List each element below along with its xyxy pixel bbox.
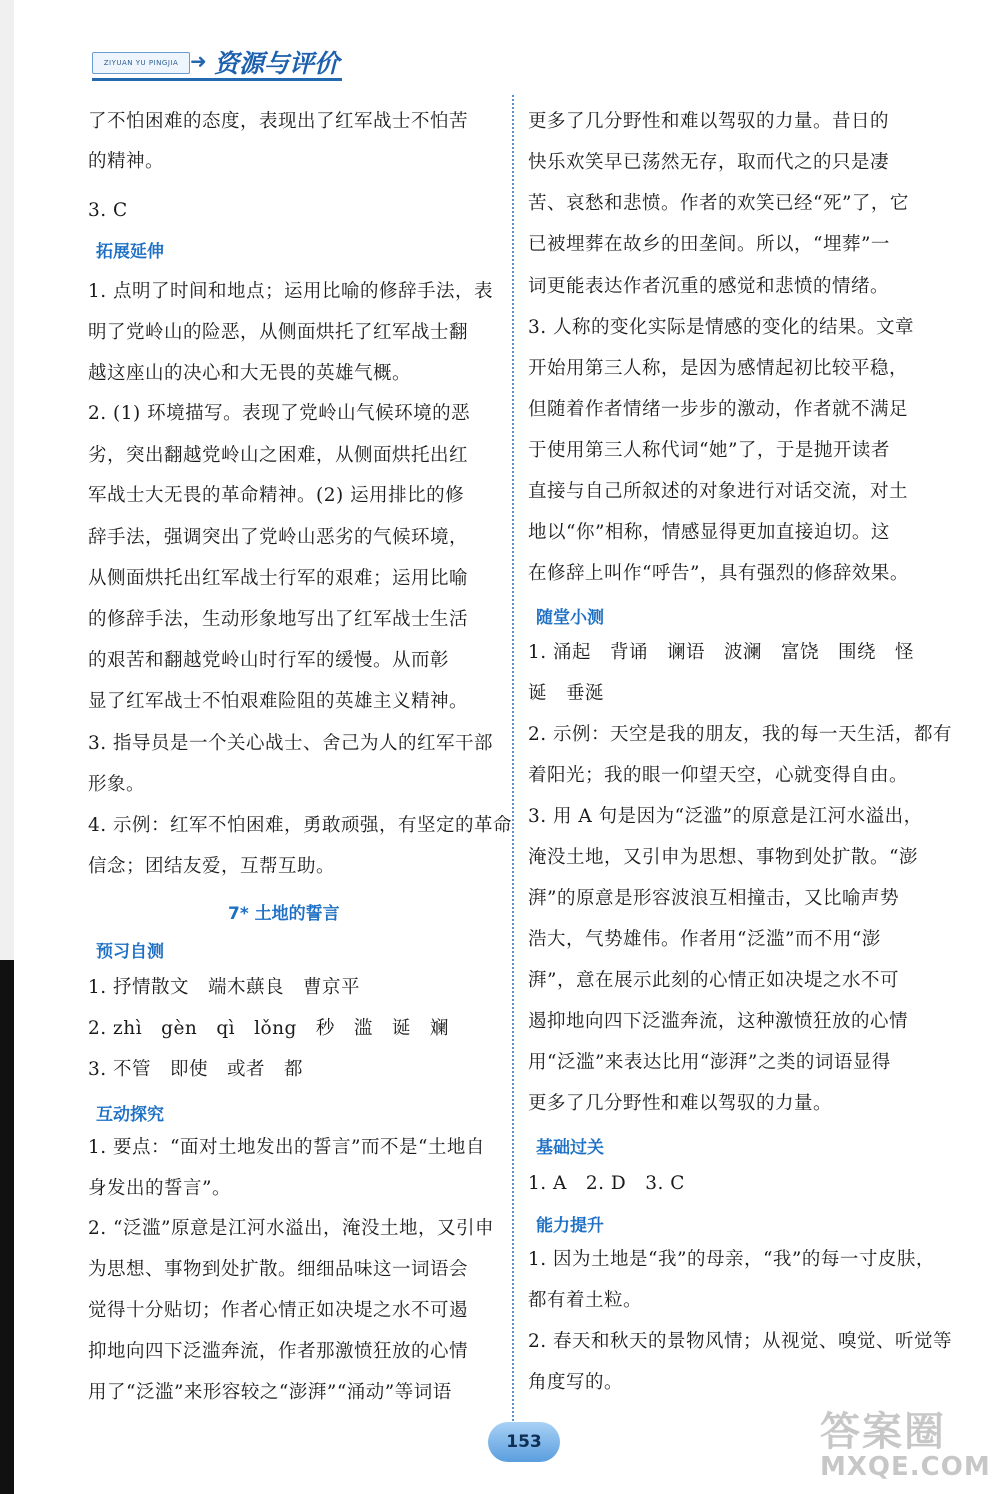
answer-line: 用了“泛滥”来形容较之“澎湃”“涌动”等词语	[88, 1382, 452, 1403]
answer-line: 2. (1) 环境描写。表现了党岭山气候环境的恶	[88, 403, 471, 424]
answer-line: 3. 用 A 句是因为“泛滥”的原意是江河水溢出，	[528, 806, 923, 827]
section-heading: 拓展延伸	[96, 242, 164, 262]
answer-line: 在修辞上叫作“呼告”，具有强烈的修辞效果。	[528, 563, 909, 584]
answer-line: 抑地向四下泛滥奔流，作者那激愤狂放的心情	[88, 1341, 469, 1362]
answer-line: 形象。	[88, 774, 146, 795]
answer-line: 军战士大无畏的革命精神。(2) 运用排比的修	[88, 485, 465, 506]
header-title: 资源与评价	[214, 49, 340, 78]
section-heading: 能力提升	[536, 1216, 604, 1236]
answer-line: 2. 春天和秋天的景物风情；从视觉、嗅觉、听觉等	[528, 1331, 953, 1352]
answer-line: 苦、哀愁和悲愤。作者的欢笑已经“死”了，它	[528, 193, 909, 214]
answer-line: 湃”，意在展示此刻的心情正如决堤之水不可	[528, 970, 899, 991]
answer-line: 为思想、事物到处扩散。细细品味这一词语会	[88, 1259, 469, 1280]
answer-line: 1. 点明了时间和地点；运用比喻的修辞手法，表	[88, 281, 494, 302]
answer-line: 词更能表达作者沉重的感觉和悲愤的情绪。	[528, 276, 890, 297]
answer-line: 3. 不管 即使 或者 都	[88, 1059, 304, 1080]
section-heading: 基础过关	[536, 1138, 604, 1158]
section-heading: 随堂小测	[536, 608, 604, 628]
answer-line: 1. 因为土地是“我”的母亲，“我”的每一寸皮肤，	[528, 1249, 935, 1270]
header-pinyin: ZIYUAN YU PINGJIA	[92, 52, 190, 74]
answer-line: 2. zhì gèn qì lǒng 秒 滥 诞 斓	[88, 1018, 449, 1039]
answer-line: 辞手法，强调突出了党岭山恶劣的气候环境，	[88, 527, 469, 548]
answer-line: 地以“你”相称，情感显得更加直接迫切。这	[528, 522, 890, 543]
header-rule	[92, 78, 342, 81]
answer-line: 都有着土粒。	[528, 1290, 643, 1311]
answer-line: 3. 指导员是一个关心战士、舍己为人的红军干部	[88, 733, 494, 754]
answer-line: 3. C	[88, 200, 128, 221]
answer-line: 3. 人称的变化实际是情感的变化的结果。文章	[528, 317, 915, 338]
answer-line: 了不怕困难的态度，表现出了红军战士不怕苦	[88, 111, 469, 132]
answer-line: 1. 抒情散文 端木蕻良 曹京平	[88, 977, 361, 998]
answer-line: 快乐欢笑早已荡然无存，取而代之的只是凄	[528, 152, 890, 173]
page-header	[92, 42, 352, 82]
answer-line: 信念；团结友爱，互帮互助。	[88, 856, 336, 877]
answer-line: 于使用第三人称代词“她”了，于是抛开读者	[528, 440, 890, 461]
answer-line: 湃”的原意是形容波浪互相撞击，又比喻声势	[528, 888, 899, 909]
scan-shadow	[0, 960, 14, 1494]
answer-line: 浩大，气势雄伟。作者用“泛滥”而不用“澎	[528, 929, 881, 950]
answer-line: 遏抑地向四下泛滥奔流，这种激愤狂放的心情	[528, 1011, 909, 1032]
answer-line: 2. 示例：天空是我的朋友，我的每一天生活，都有	[528, 724, 953, 745]
answer-line: 从侧面烘托出红军战士行军的艰难；运用比喻	[88, 568, 469, 589]
answer-line: 的精神。	[88, 151, 165, 172]
answer-line: 身发出的誓言”。	[88, 1178, 231, 1199]
answer-line: 已被埋葬在故乡的田垄间。所以，“埋葬”一	[528, 234, 890, 255]
watermark-url: MXQE.COM	[820, 1452, 991, 1482]
answer-line: 觉得十分贴切；作者心情正如决堤之水不可遏	[88, 1300, 469, 1321]
page-number: 153	[488, 1422, 560, 1462]
answer-line: 显了红军战士不怕艰难险阻的英雄主义精神。	[88, 691, 469, 712]
answer-line: 更多了几分野性和难以驾驭的力量。昔日的	[528, 111, 890, 132]
section-heading: 互动探究	[96, 1105, 164, 1125]
answer-line: 1. 涌起 背诵 谰语 波澜 富饶 围绕 怪	[528, 642, 915, 663]
answer-line: 但随着作者情绪一步步的激动，作者就不满足	[528, 399, 909, 420]
column-divider	[512, 95, 514, 1425]
answer-line: 4. 示例：红军不怕困难，勇敢顽强，有坚定的革命	[88, 815, 513, 836]
section-heading: 预习自测	[96, 942, 164, 962]
answer-line: 淹没土地，又引申为思想、事物到处扩散。“澎	[528, 847, 918, 868]
answer-line: 开始用第三人称，是因为感情起初比较平稳，	[528, 358, 909, 379]
answer-line: 诞 垂涎	[528, 683, 605, 704]
answer-line: 更多了几分野性和难以驾驭的力量。	[528, 1093, 833, 1114]
answer-line: 明了党岭山的险恶，从侧面烘托了红军战士翻	[88, 322, 469, 343]
answer-line: 2. “泛滥”原意是江河水溢出，淹没土地，又引申	[88, 1218, 494, 1239]
watermark-text: 答案圈	[820, 1409, 946, 1455]
arrow-icon: ➜	[190, 49, 207, 73]
answer-line: 用“泛滥”来表达比用“澎湃”之类的词语显得	[528, 1052, 891, 1073]
answer-line: 劣，突出翻越党岭山之困难，从侧面烘托出红	[88, 445, 469, 466]
answer-line: 1. 要点：“面对土地发出的誓言”而不是“土地自	[88, 1137, 485, 1158]
watermark-logo	[810, 1400, 991, 1490]
chapter-title: 7* 土地的誓言	[228, 904, 340, 924]
answer-line: 直接与自己所叙述的对象进行对话交流，对土	[528, 481, 909, 502]
answer-line: 越这座山的决心和大无畏的英雄气概。	[88, 363, 412, 384]
answer-line: 1. A 2. D 3. C	[528, 1173, 685, 1194]
answer-line: 的艰苦和翻越党岭山时行军的缓慢。从而彰	[88, 650, 450, 671]
answer-line: 角度写的。	[528, 1372, 624, 1393]
answer-line: 的修辞手法，生动形象地写出了红军战士生活	[88, 609, 469, 630]
answer-line: 着阳光；我的眼一仰望天空，心就变得自由。	[528, 765, 909, 786]
